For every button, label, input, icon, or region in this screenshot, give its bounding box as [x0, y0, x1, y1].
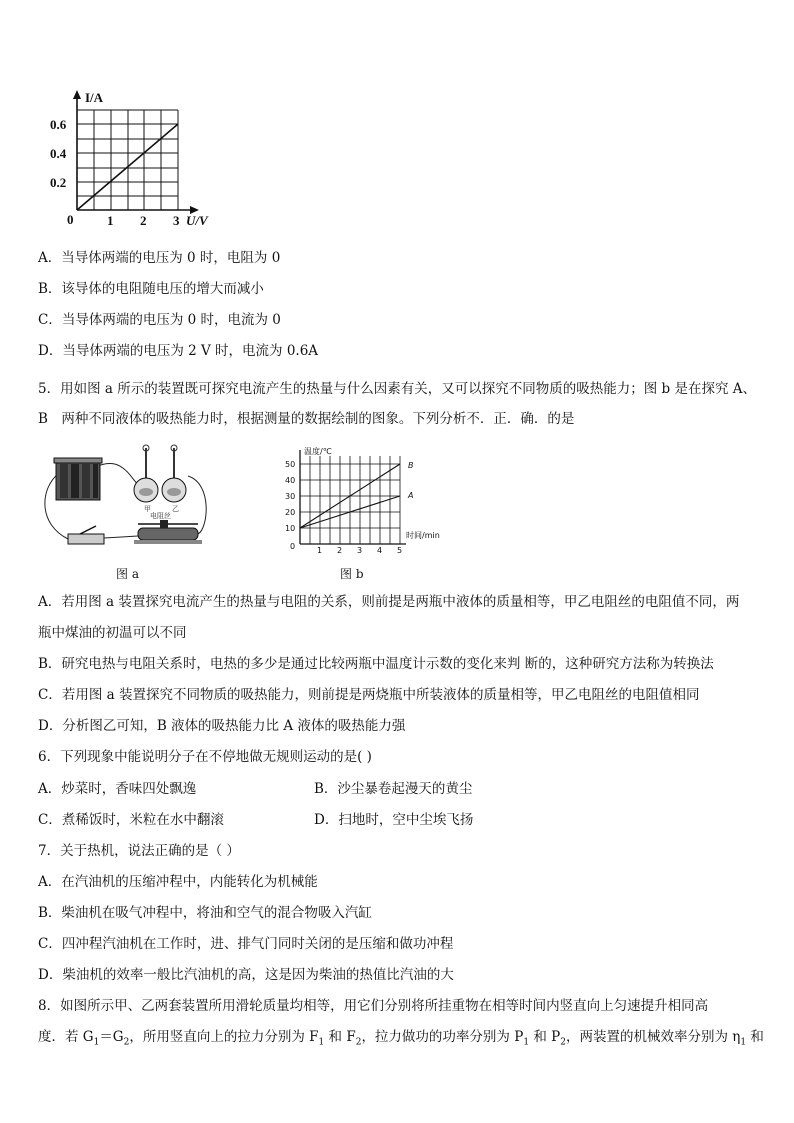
iu-y-tick: 0.4	[50, 146, 67, 161]
q7-option-c: C．四冲程汽油机在工作时，进、排气门同时关闭的是压缩和做功冲程	[38, 936, 454, 952]
time-x-axis-label: 时间/min	[406, 531, 440, 540]
q6-stem: 6．下列现象中能说明分子在不停地做无规则运动的是( )	[38, 749, 372, 765]
q7-option-a: A．在汽油机的压缩冲程中，内能转化为机械能	[38, 874, 318, 890]
q5-stem-line1: 5．用如图 a 所示的装置既可探究电流产生的热量与什么因素有关，又可以探究不同物质的吸热能力；图 b 是在探究 A、	[38, 381, 756, 397]
flask-yi	[162, 445, 186, 502]
flask-jia-label: 甲	[144, 505, 151, 513]
fig-a-caption: 图 a	[116, 567, 139, 581]
q8-stem-line2: 度．若 $G_1=G_2$，所用竖直向上的拉力分别为 $F_1$ 和 $F_2$，拉力做功的功率分别为 $P_1$ 和 $P_2$，两装置的机械效率分别为 $\eta_1$ 和	[38, 1029, 764, 1048]
battery-pack	[54, 458, 102, 500]
series-b-label: B	[408, 461, 414, 470]
temp-origin-label: 0	[290, 542, 296, 551]
time-x-tick: 3	[357, 546, 363, 555]
iu-graph	[45, 88, 235, 233]
temp-y-tick: 20	[285, 508, 296, 517]
q7-stem: 7．关于热机，说法正确的是（ ）	[38, 843, 240, 859]
switch	[68, 526, 104, 544]
iu-x-tick: 3	[173, 213, 180, 228]
q4-option-b: B．该导体的电阻随电压的增大而减小	[38, 281, 264, 297]
q5-option-a-line2: 瓶中煤油的初温可以不同	[38, 625, 187, 641]
circuit-apparatus-figure	[38, 444, 218, 556]
iu-x-axis-label: U/V	[186, 213, 208, 228]
q6-option-a: A．炒菜时，香味四处飘逸	[38, 781, 197, 797]
temperature-time-graph	[280, 446, 470, 558]
q5-option-d: D．分析图乙可知，B 液体的吸热能力比 A 液体的吸热能力强	[38, 718, 406, 734]
q7-option-d: D．柴油机的效率一般比汽油机的高，这是因为柴油的热值比汽油的大	[38, 967, 454, 983]
temp-y-tick: 10	[285, 524, 296, 533]
q4-option-a: A．当导体两端的电压为 0 时，电阻为 0	[38, 250, 281, 266]
q6-option-b: B．沙尘暴卷起漫天的黄尘	[314, 781, 473, 797]
temp-y-tick: 30	[285, 492, 296, 501]
q4-option-c: C．当导体两端的电压为 0 时，电流为 0	[38, 312, 281, 328]
q4-option-d: D．当导体两端的电压为 2 V 时，电流为 0.6A	[38, 343, 319, 359]
iu-y-tick: 0.6	[50, 117, 67, 132]
fig-b-caption: 图 b	[340, 567, 364, 581]
q5-stem-line2: B 两种不同液体的吸热能力时，根据测量的数据绘制的图象。下列分析不．正．确．的是	[38, 411, 575, 427]
q5-option-a-line1: A．若用图 a 装置探究电流产生的热量与电阻的关系，则前提是两瓶中液体的质量相等，甲乙电阻丝的电阻值不同，两	[38, 594, 740, 610]
flask-jia	[134, 445, 158, 502]
time-x-tick: 5	[397, 546, 403, 555]
time-x-tick: 1	[317, 546, 323, 555]
q5-option-c: C．若用图 a 装置探究不同物质的吸热能力，则前提是两烧瓶中所装液体的质量相等，甲乙电阻丝的电阻值相同	[38, 687, 700, 703]
series-a-label: A	[408, 491, 414, 500]
rheostat	[134, 520, 202, 544]
q7-option-b: B．柴油机在吸气冲程中，将油和空气的混合物吸入汽缸	[38, 905, 372, 921]
iu-y-axis-label: I/A	[85, 90, 104, 105]
time-x-tick: 2	[337, 546, 343, 555]
q5-option-b: B．研究电热与电阻关系时，电热的多少是通过比较两瓶中温度计示数的变化来判 断的，这种研究方法称为转换法	[38, 656, 714, 672]
iu-x-tick: 2	[140, 213, 147, 228]
iu-x-tick: 1	[107, 213, 114, 228]
q8-stem-line1: 8．如图所示甲、乙两套装置所用滑轮质量均相等，用它们分别将所挂重物在相等时间内竖直向上匀速提升相同高	[38, 998, 709, 1014]
q6-option-d: D．扫地时，空中尘埃飞扬	[314, 812, 474, 828]
temp-y-tick: 40	[285, 476, 296, 485]
resistance-wire-label: 电阻丝	[150, 512, 171, 520]
q6-option-c: C．煮稀饭时，米粒在水中翻滚	[38, 812, 224, 828]
iu-y-tick: 0.2	[50, 175, 67, 190]
flask-yi-label: 乙	[172, 505, 179, 513]
temp-y-tick: 50	[285, 460, 296, 469]
temp-y-axis-label: 温度/℃	[304, 447, 332, 456]
iu-x-tick: 0	[67, 212, 74, 227]
time-x-tick: 4	[377, 546, 383, 555]
